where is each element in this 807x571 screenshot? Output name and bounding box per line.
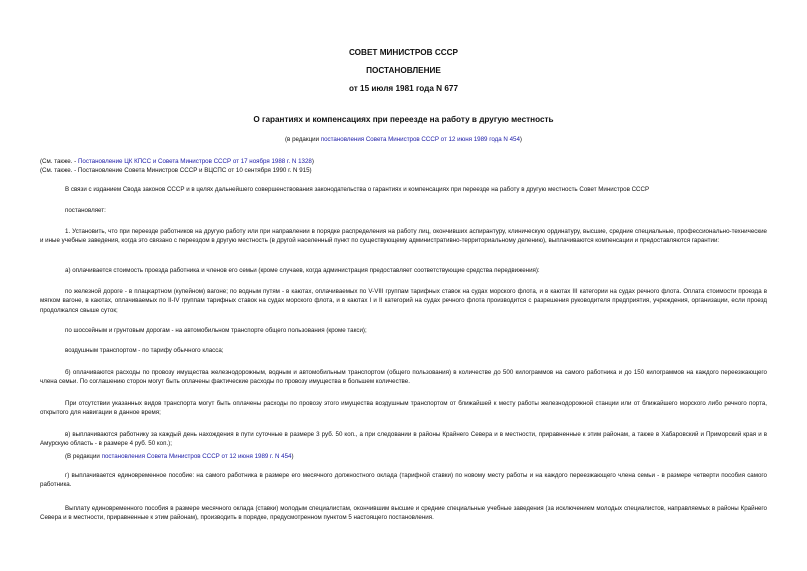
clause-v-paragraph: в) выплачиваются работнику за каждый день нахождения в пути суточные в размере 3 руб. 50 коп., а при следовании в районы Крайнего Севера и в местности, приравненные к этим районам, а также в Хабаровский и Приморский края и в Амурскую область - в размере 4 руб. 50 коп.);	[40, 431, 767, 448]
edition-link[interactable]: постановления Совета Министров СССР от 12 июня 1989 года N 454	[320, 136, 520, 143]
road-paragraph: по шоссейным и грунтовым дорогам - на автомобильном транспорте общего пользования (кроме такси);	[65, 327, 367, 334]
see-also-2	[40, 166, 767, 175]
edition-prefix: (в редакции	[285, 136, 321, 143]
clause-v-edition-suffix: )	[291, 453, 294, 460]
see-also-1-link[interactable]: Постановление ЦК КПСС и Совета Министров СССР от 17 ноября 1988 г. N 1328	[77, 158, 312, 165]
document-type: ПОСТАНОВЛЕНИЕ	[366, 66, 441, 75]
preamble-paragraph: В связи с изданием Свода законов СССР и в целях дальнейшего совершенствования законодательства о гарантиях и компенсациях при переезде на работу в другую местность Совет Министров СССР	[65, 186, 650, 193]
edition-note	[0, 136, 807, 143]
see-also-2-text: (См. также. - Постановление Совета Министров СССР и ВЦСПС от 10 сентября 1990 г. N 915)	[40, 167, 312, 174]
clause-1-paragraph: 1. Установить, что при переезде работников на другую работу или при направлении в порядке распределения на работу лиц, окончивших аспирантуру, клиническую ординатуру, высшие, средние специальные, профессионально-технические и иные учебные заведения, когда это связано с переездом в другую местность (в другой населенный пункт по существующему административно-территориальному делению), выплачиваются компенсации и предоставляются гарантии:	[40, 228, 767, 245]
rail-water-paragraph: по железной дороге - в плацкартном (купейном) вагоне; по водным путям - в каютах, оплачиваемых по V-VIII группам тарифных ставок на судах морского флота, и в каютах III категории на судах речного флота. Оплата стоимости проезда в мягком вагоне, в каютах, оплачиваемых по II-IV группам тарифных ставок на судах морского флота, и в каютах I и II категорий на судах речного флота производится с разрешения руководителя предприятия, учреждения, организации, если проезд продолжался свыше суток;	[40, 288, 767, 314]
resolves-paragraph: постановляет:	[65, 207, 106, 214]
see-also-1	[40, 157, 767, 166]
clause-v-edition-prefix: (В редакции	[65, 453, 102, 460]
issuing-body: СОВЕТ МИНИСТРОВ СССР	[348, 48, 459, 57]
lump-sum-paragraph: Выплату единовременного пособия в размере месячного оклада (ставки) молодым специалистам, окончившим высшие и средние специальные учебные заведения (за исключением молодых специалистов, направляемых в районы Крайнего Севера и в местности, приравненные к этим районам), производить в порядке, предусмотренном пунктом 5 настоящего постановления.	[40, 505, 767, 522]
clause-a-paragraph: а) оплачивается стоимость проезда работника и членов его семьи (кроме случаев, когда администрация предоставляет соответствующие средства передвижения):	[65, 267, 540, 274]
document-title: О гарантиях и компенсациях при переезде на работу в другую местность	[253, 115, 554, 124]
edition-suffix: )	[519, 136, 522, 143]
document-date-number: от 15 июля 1981 года N 677	[348, 84, 459, 93]
clause-v-edition-note	[40, 452, 767, 461]
clause-g-paragraph: г) выплачивается единовременное пособие: на самого работника в размере его месячного должностного оклада (тарифной ставки) по новому месту работы и на каждого переезжающего члена семьи - в размере четверти пособия самого работника.	[40, 472, 767, 489]
clause-b-paragraph: б) оплачиваются расходы по провозу имущества железнодорожным, водным и автомобильным транспортом (общего пользования) в количестве до 500 килограммов на самого работника и до 150 килограммов на каждого переезжающего члена семьи. По соглашению сторон могут быть оплачены фактические расходы по провозу имущества в большем количестве.	[40, 369, 767, 386]
see-also-1-suffix: )	[311, 158, 314, 165]
see-also-1-prefix: (См. также. -	[40, 158, 78, 165]
absent-transport-paragraph: При отсутствии указанных видов транспорта могут быть оплачены расходы по провозу этого имущества воздушным транспортом от ближайшей к месту работы железнодорожной станции или от ближайшего морского либо речного порта, открытого для навигации в данное время;	[40, 400, 767, 417]
clause-v-edition-link[interactable]: постановления Совета Министров СССР от 12 июня 1989 г. N 454	[101, 453, 292, 460]
air-paragraph: воздушным транспортом - по тарифу обычного класса;	[65, 347, 224, 354]
